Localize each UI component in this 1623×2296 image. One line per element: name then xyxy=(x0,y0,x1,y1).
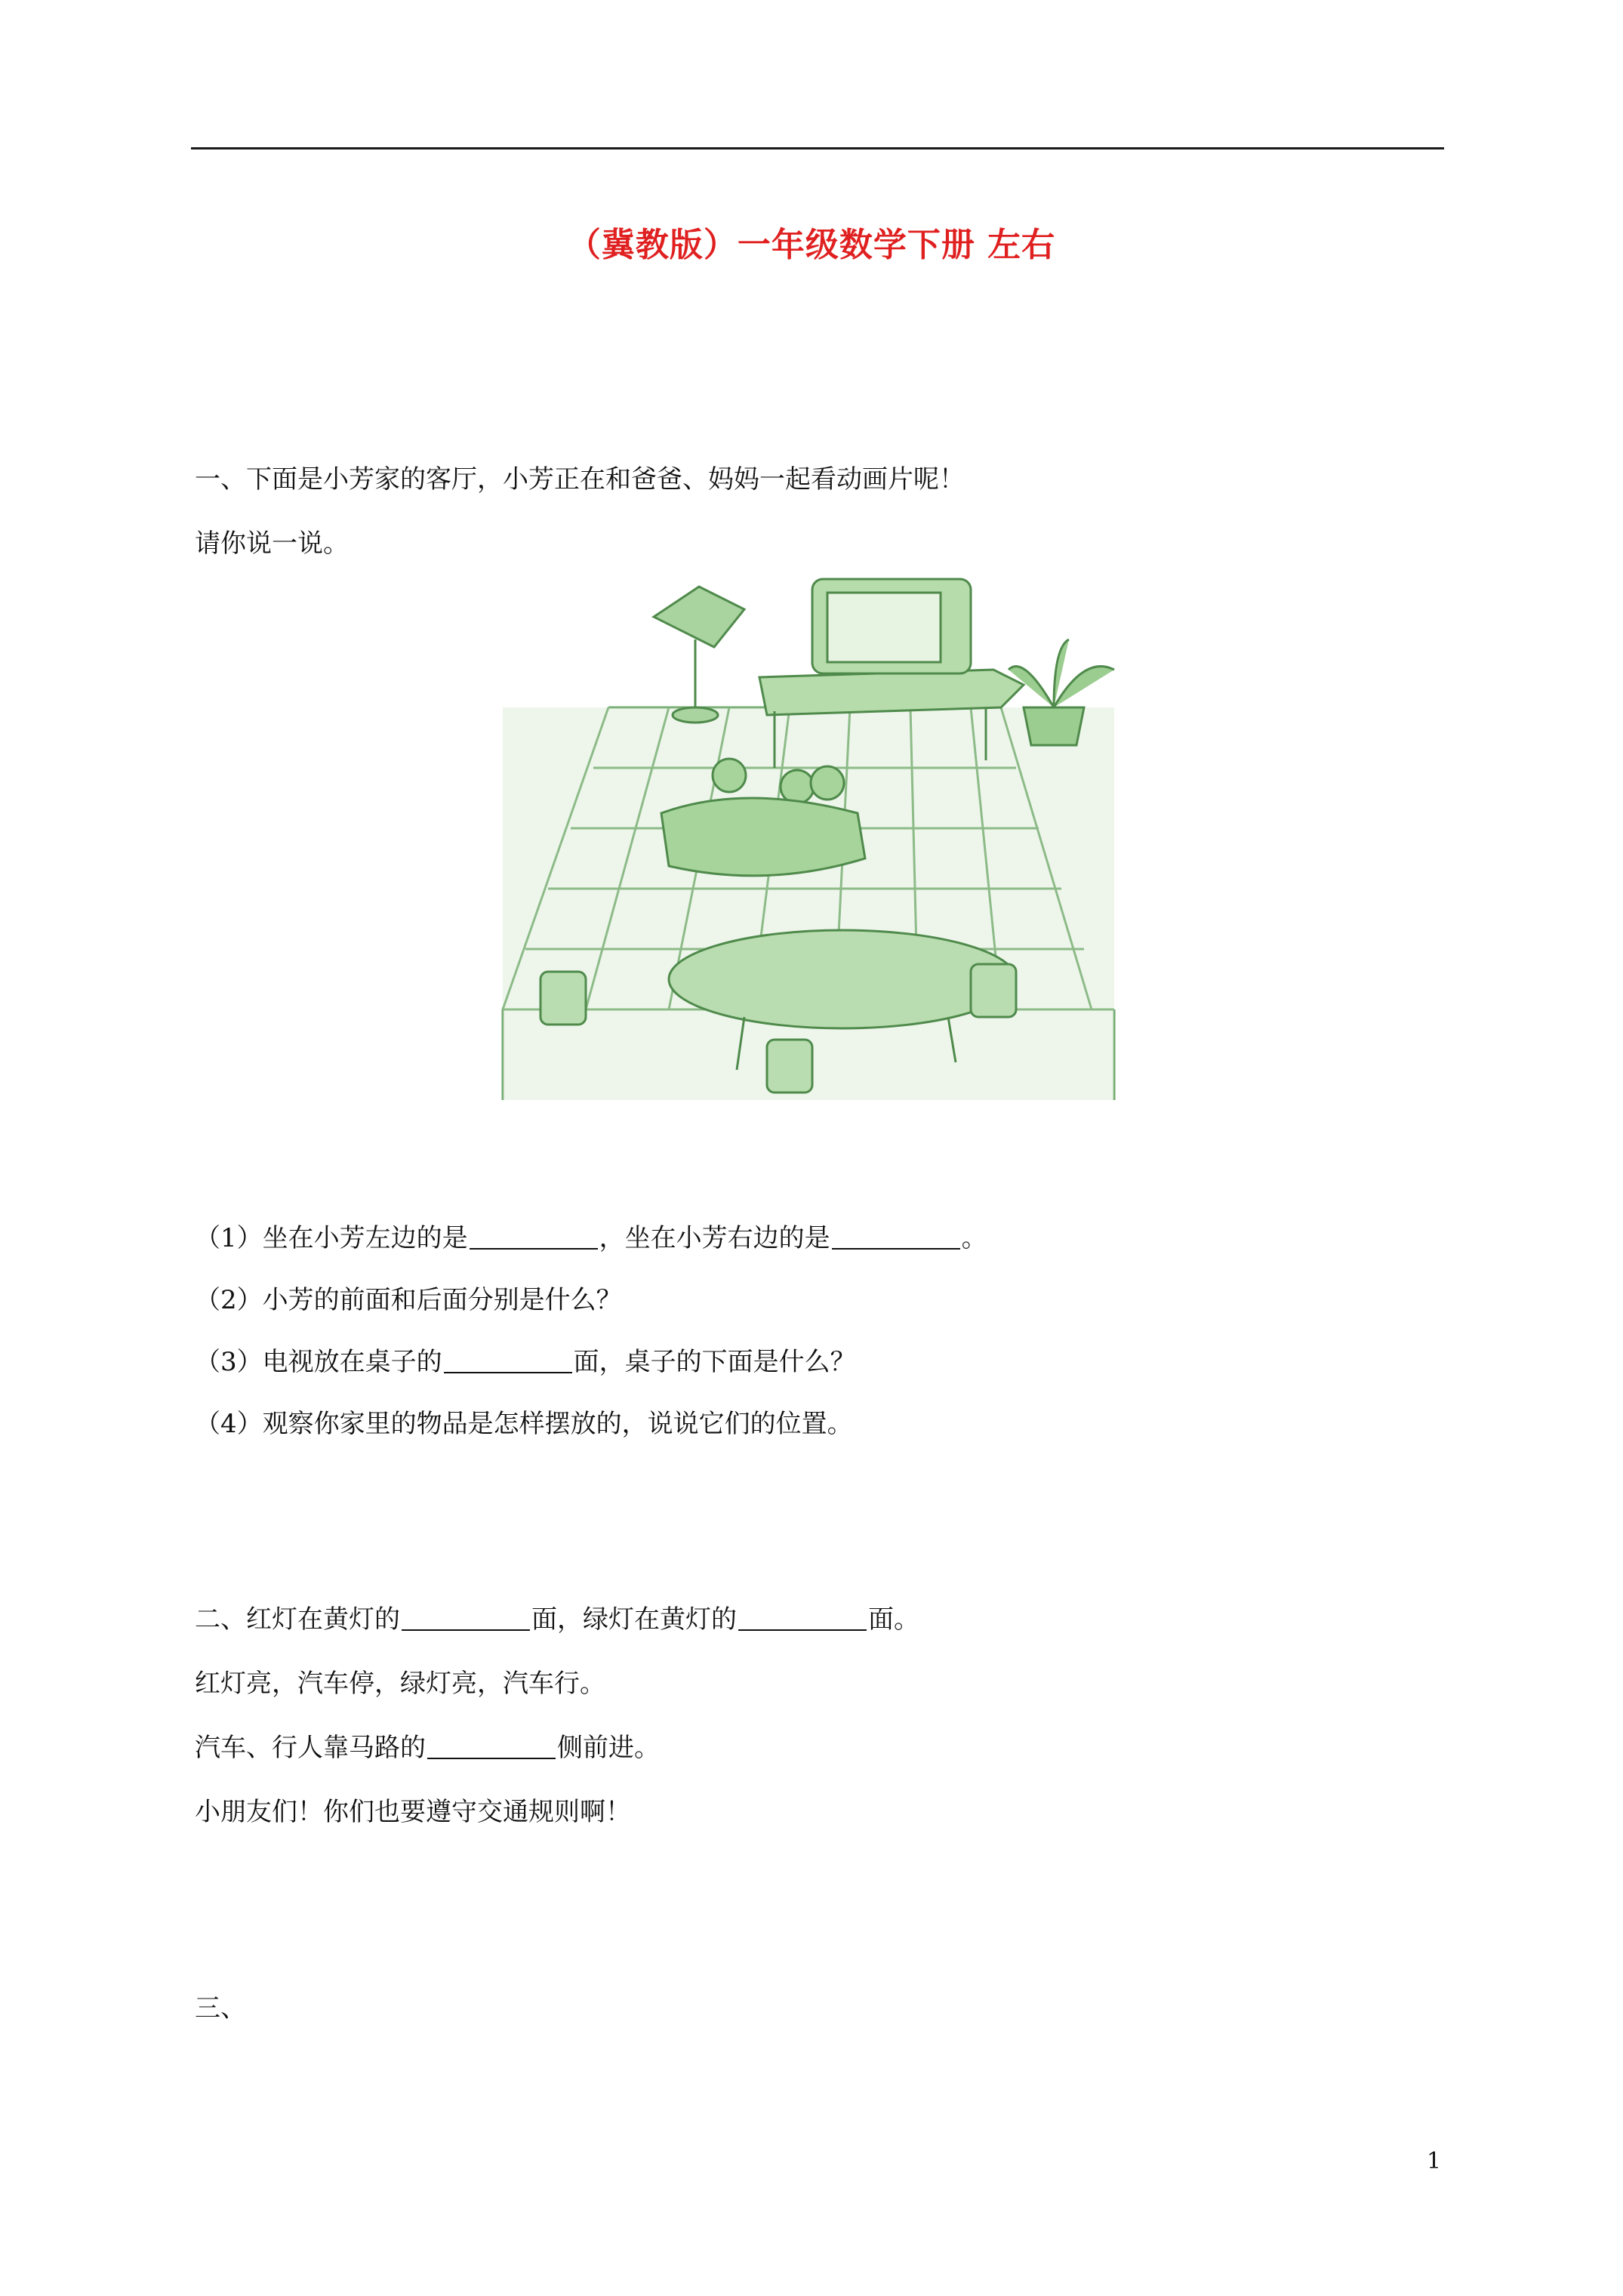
header-rule xyxy=(191,147,1444,149)
section2-line-3 xyxy=(195,1733,660,1763)
section1-sub: 请你说一说。 xyxy=(195,529,349,559)
s2-blank-3[interactable] xyxy=(427,1735,556,1759)
section3-heading: 三、 xyxy=(195,1993,246,2023)
q1-blank-2[interactable] xyxy=(832,1225,960,1250)
s2-l1-text-b: 面，绿灯在黄灯的 xyxy=(531,1604,737,1635)
q1-text-c: 。 xyxy=(961,1223,987,1253)
q3-text-a: （3）电视放在桌子的 xyxy=(195,1347,442,1377)
s2-l1-text-a: 二、红灯在黄灯的 xyxy=(195,1604,400,1635)
section1-heading: 一、下面是小芳家的客厅，小芳正在和爸爸、妈妈一起看动画片呢！ xyxy=(195,464,965,495)
question-3 xyxy=(195,1347,856,1377)
s2-l3-text-a: 汽车、行人靠马路的 xyxy=(195,1733,426,1763)
q1-text-b: ，坐在小芳右边的是 xyxy=(599,1223,830,1253)
s2-l3-text-b: 侧前进。 xyxy=(557,1733,660,1763)
q3-text-b: 面，桌子的下面是什么？ xyxy=(573,1347,856,1377)
s2-blank-2[interactable] xyxy=(738,1607,867,1631)
question-1 xyxy=(195,1223,987,1253)
question-2: （2）小芳的前面和后面分别是什么？ xyxy=(195,1285,622,1315)
q3-blank[interactable] xyxy=(444,1349,572,1373)
q1-text-a: （1）坐在小芳左边的是 xyxy=(195,1223,468,1253)
page-number: 1 xyxy=(1427,2148,1442,2174)
question-4: （4）观察你家里的物品是怎样摆放的，说说它们的位置。 xyxy=(195,1409,853,1439)
section2-line-1 xyxy=(195,1604,919,1635)
q1-blank-1[interactable] xyxy=(470,1225,598,1250)
section2-line-2: 红灯亮，汽车停，绿灯亮，汽车行。 xyxy=(195,1669,605,1699)
page-title: （冀教版）一年级数学下册 左右 xyxy=(567,226,1056,264)
living-room-illustration xyxy=(495,556,1122,1115)
s2-blank-1[interactable] xyxy=(402,1607,530,1631)
s2-l1-text-c: 面。 xyxy=(868,1604,919,1635)
section2-line-4: 小朋友们！你们也要遵守交通规则啊！ xyxy=(195,1797,631,1827)
